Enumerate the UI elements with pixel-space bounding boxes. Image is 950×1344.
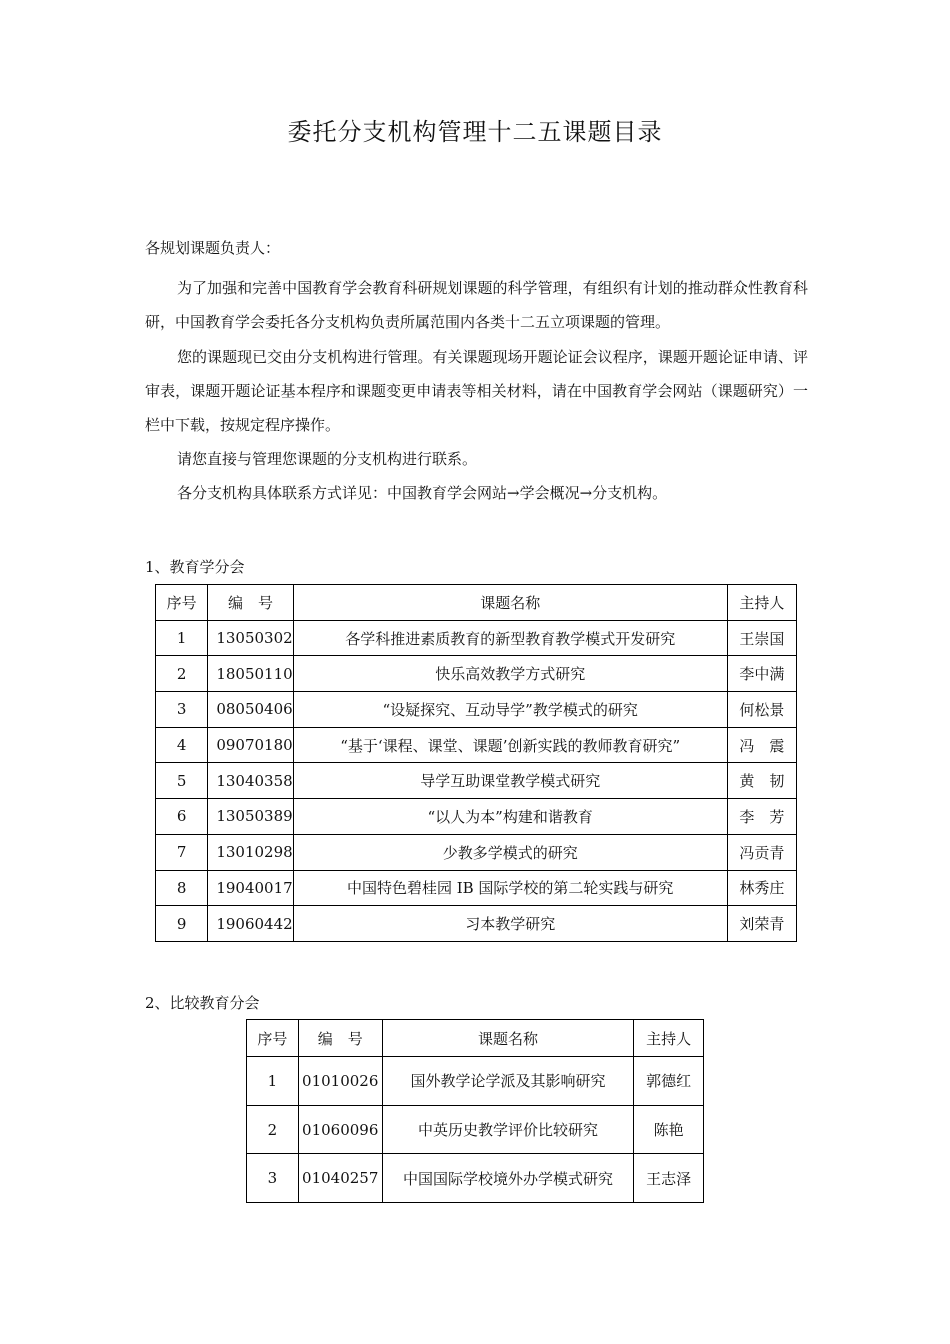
table-row [156, 799, 797, 835]
row-topic: 国外教学论学派及其影响研究 [382, 1057, 634, 1106]
row-code: 01040257 [298, 1154, 382, 1203]
table-row [156, 692, 797, 728]
table-header-row [247, 1020, 704, 1057]
row-index: 6 [156, 799, 208, 835]
row-index: 4 [156, 727, 208, 763]
row-host: 何松景 [727, 692, 796, 728]
row-topic: “以人为本”构建和谐教育 [293, 799, 727, 835]
row-code: 19060442 [208, 906, 293, 942]
row-topic: 习本教学研究 [293, 906, 727, 942]
salutation: 各规划课题负责人： [145, 239, 281, 257]
row-topic: 各学科推进素质教育的新型教育教学模式开发研究 [293, 620, 727, 656]
table-row [156, 906, 797, 942]
row-host: 冯贡青 [727, 834, 796, 870]
row-code: 19040017 [208, 870, 293, 906]
contact-details-paragraph: 各分支机构具体联系方式详见：中国教育学会网站→学会概况→分支机构。 [177, 484, 668, 502]
management-paragraph: 您的课题现已交由分支机构进行管理。有关课题现场开题论证会议程序，课题开题论证申请、评审表，课题开题论证基本程序和课题变更申请表等相关材料，请在中国教育学会网站（课题研究）一栏中下载，按规定程序操作。 [145, 348, 808, 434]
row-host: 陈艳 [634, 1105, 704, 1154]
row-host: 林秀庄 [727, 870, 796, 906]
row-host: 李中满 [727, 656, 796, 692]
table-row [156, 834, 797, 870]
row-code: 13040358 [208, 763, 293, 799]
intro-paragraph: 为了加强和完善中国教育学会教育科研规划课题的科学管理，有组织有计划的推动群众性教育科研，中国教育学会委托各分支机构负责所属范围内各类十二五立项课题的管理。 [145, 279, 808, 331]
row-code: 13050302 [208, 620, 293, 656]
header-code: 编 号 [298, 1020, 382, 1057]
row-index: 2 [156, 656, 208, 692]
education-branch-table [155, 584, 797, 942]
table-row [247, 1154, 704, 1203]
row-code: 01060096 [298, 1105, 382, 1154]
row-host: 李 芳 [727, 799, 796, 835]
header-code: 编 号 [208, 585, 293, 621]
row-topic: 快乐高效教学方式研究 [293, 656, 727, 692]
header-host: 主持人 [727, 585, 796, 621]
row-topic: 少教多学模式的研究 [293, 834, 727, 870]
row-topic: “设疑探究、互动导学”教学模式的研究 [293, 692, 727, 728]
row-code: 09070180 [208, 727, 293, 763]
row-index: 2 [247, 1105, 299, 1154]
row-host: 黄 韧 [727, 763, 796, 799]
row-topic: “基于‘课程、课堂、课题’创新实践的教师教育研究” [293, 727, 727, 763]
contact-paragraph: 请您直接与管理您课题的分支机构进行联系。 [177, 450, 478, 468]
row-index: 7 [156, 834, 208, 870]
table-row [156, 656, 797, 692]
table-row [156, 620, 797, 656]
row-index: 8 [156, 870, 208, 906]
row-topic: 中英历史教学评价比较研究 [382, 1105, 634, 1154]
table-header-row [156, 585, 797, 621]
row-host: 郭德红 [634, 1057, 704, 1106]
row-code: 18050110 [208, 656, 293, 692]
row-index: 1 [247, 1057, 299, 1106]
row-index: 5 [156, 763, 208, 799]
section-heading-education: 1、教育学分会 [145, 558, 245, 576]
table-row [247, 1105, 704, 1154]
header-index: 序号 [247, 1020, 299, 1057]
row-index: 3 [247, 1154, 299, 1203]
header-topic: 课题名称 [293, 585, 727, 621]
row-code: 08050406 [208, 692, 293, 728]
header-host: 主持人 [634, 1020, 704, 1057]
row-topic: 中国特色碧桂园 IB 国际学校的第二轮实践与研究 [293, 870, 727, 906]
row-index: 9 [156, 906, 208, 942]
section-heading-comparative-education: 2、比较教育分会 [145, 994, 260, 1012]
table-row [156, 870, 797, 906]
row-host: 冯 震 [727, 727, 796, 763]
comparative-education-table [246, 1019, 704, 1203]
row-topic: 导学互助课堂教学模式研究 [293, 763, 727, 799]
row-code: 13010298 [208, 834, 293, 870]
table-row [156, 727, 797, 763]
page-title: 委托分支机构管理十二五课题目录 [287, 118, 663, 146]
row-code: 01010026 [298, 1057, 382, 1106]
header-index: 序号 [156, 585, 208, 621]
row-index: 3 [156, 692, 208, 728]
row-host: 王崇国 [727, 620, 796, 656]
header-topic: 课题名称 [382, 1020, 634, 1057]
row-host: 王志泽 [634, 1154, 704, 1203]
row-code: 13050389 [208, 799, 293, 835]
row-index: 1 [156, 620, 208, 656]
row-topic: 中国国际学校境外办学模式研究 [382, 1154, 634, 1203]
table-row [156, 763, 797, 799]
row-host: 刘荣青 [727, 906, 796, 942]
table-row [247, 1057, 704, 1106]
